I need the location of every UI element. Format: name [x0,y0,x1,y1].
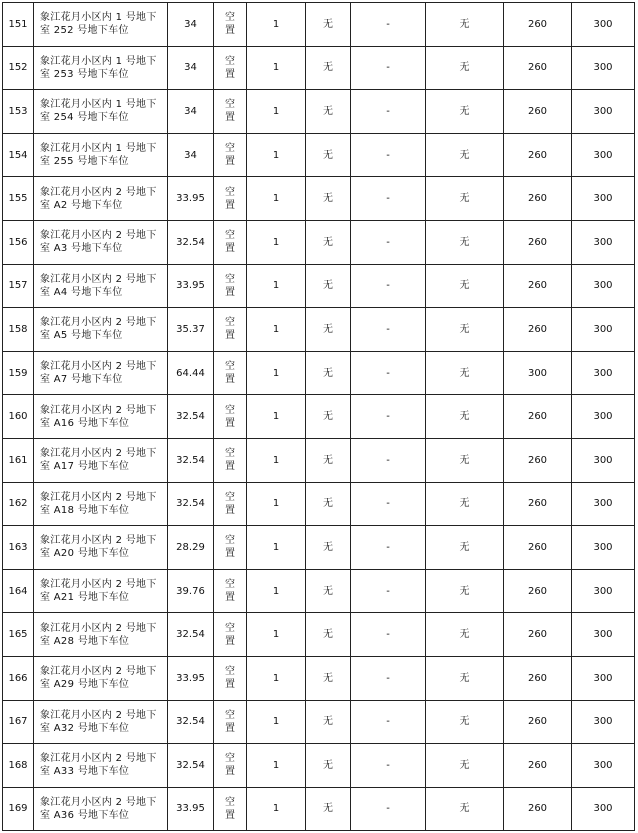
table-row [3,613,635,657]
usage-char-1: 空 [225,404,235,416]
usage-char-2: 置 [225,156,235,168]
value-cell-1: 260 [504,3,572,47]
value-cell-1: 260 [504,177,572,221]
usage-char-2: 置 [225,68,235,80]
location-line-2: 室 A32 号地下车位 [40,722,130,734]
usage-char-1: 空 [225,317,235,329]
usage-cell [214,395,247,439]
encumbrance-cell: 无 [306,395,351,439]
table-row [3,133,635,177]
usage-cell [214,90,247,134]
location-cell [34,656,168,700]
usage-cell [214,569,247,613]
location-line-1: 象江花月小区内 2 号地下 [40,535,157,547]
quantity-cell: 1 [247,308,306,352]
table-row [3,308,635,352]
quantity-cell: 1 [247,351,306,395]
location-line-2: 室 A36 号地下车位 [40,809,130,821]
lease-cell: 无 [426,656,504,700]
usage-char-1: 空 [225,143,235,155]
usage-char-1: 空 [225,448,235,460]
area-cell: 32.54 [168,395,214,439]
usage-cell [214,308,247,352]
table-row [3,482,635,526]
location-cell [34,613,168,657]
usage-char-1: 空 [225,579,235,591]
row-number: 159 [3,351,34,395]
location-line-1: 象江花月小区内 1 号地下 [40,55,157,67]
quantity-cell: 1 [247,438,306,482]
value-cell-2: 300 [572,220,635,264]
quantity-cell: 1 [247,656,306,700]
table-row [3,526,635,570]
dash-cell: - [351,3,426,47]
quantity-cell: 1 [247,700,306,744]
encumbrance-cell: 无 [306,133,351,177]
location-cell [34,700,168,744]
usage-char-2: 置 [225,374,235,386]
location-cell [34,177,168,221]
value-cell-1: 260 [504,744,572,788]
location-line-2: 室 A3 号地下车位 [40,243,123,255]
row-number: 154 [3,133,34,177]
area-cell: 32.54 [168,482,214,526]
value-cell-1: 260 [504,613,572,657]
row-number: 165 [3,613,34,657]
dash-cell: - [351,744,426,788]
usage-char-1: 空 [225,666,235,678]
value-cell-2: 300 [572,613,635,657]
value-cell-2: 300 [572,700,635,744]
value-cell-1: 260 [504,90,572,134]
location-line-1: 象江花月小区内 2 号地下 [40,579,157,591]
dash-cell: - [351,526,426,570]
value-cell-1: 260 [504,308,572,352]
location-line-2: 室 A17 号地下车位 [40,461,130,473]
usage-char-2: 置 [225,330,235,342]
lease-cell: 无 [426,613,504,657]
location-line-1: 象江花月小区内 1 号地下 [40,99,157,111]
value-cell-2: 300 [572,46,635,90]
location-cell [34,395,168,439]
value-cell-2: 300 [572,438,635,482]
quantity-cell: 1 [247,526,306,570]
lease-cell: 无 [426,526,504,570]
usage-char-1: 空 [225,796,235,808]
table-row [3,656,635,700]
usage-char-2: 置 [225,417,235,429]
dash-cell: - [351,46,426,90]
usage-char-2: 置 [225,548,235,560]
location-cell [34,90,168,134]
location-line-1: 象江花月小区内 2 号地下 [40,361,157,373]
row-number: 161 [3,438,34,482]
quantity-cell: 1 [247,482,306,526]
dash-cell: - [351,264,426,308]
location-line-1: 象江花月小区内 1 号地下 [40,12,157,24]
usage-char-2: 置 [225,635,235,647]
area-cell: 33.95 [168,264,214,308]
usage-char-1: 空 [225,535,235,547]
row-number: 162 [3,482,34,526]
location-line-2: 室 252 号地下车位 [40,25,129,37]
value-cell-1: 260 [504,656,572,700]
usage-char-2: 置 [225,199,235,211]
location-cell [34,351,168,395]
lease-cell: 无 [426,3,504,47]
value-cell-2: 300 [572,177,635,221]
usage-char-2: 置 [225,243,235,255]
usage-char-1: 空 [225,12,235,24]
usage-char-2: 置 [225,461,235,473]
location-line-1: 象江花月小区内 2 号地下 [40,186,157,198]
usage-char-1: 空 [225,709,235,721]
usage-char-2: 置 [225,809,235,821]
encumbrance-cell: 无 [306,613,351,657]
lease-cell: 无 [426,787,504,831]
location-cell [34,46,168,90]
location-line-2: 室 A28 号地下车位 [40,635,130,647]
usage-char-2: 置 [225,286,235,298]
usage-char-2: 置 [225,25,235,37]
usage-cell [214,220,247,264]
row-number: 158 [3,308,34,352]
usage-cell [214,46,247,90]
area-cell: 34 [168,3,214,47]
encumbrance-cell: 无 [306,700,351,744]
value-cell-2: 300 [572,526,635,570]
value-cell-1: 260 [504,438,572,482]
usage-cell [214,482,247,526]
lease-cell: 无 [426,220,504,264]
table-row [3,700,635,744]
value-cell-2: 300 [572,90,635,134]
quantity-cell: 1 [247,177,306,221]
usage-char-1: 空 [225,753,235,765]
table-row [3,744,635,788]
location-cell [34,3,168,47]
row-number: 168 [3,744,34,788]
location-cell [34,526,168,570]
location-cell [34,220,168,264]
location-line-1: 象江花月小区内 2 号地下 [40,317,157,329]
location-line-2: 室 254 号地下车位 [40,112,129,124]
parking-space-table [2,2,635,831]
lease-cell: 无 [426,308,504,352]
row-number: 164 [3,569,34,613]
usage-char-1: 空 [225,273,235,285]
usage-cell [214,351,247,395]
lease-cell: 无 [426,177,504,221]
value-cell-2: 300 [572,351,635,395]
row-number: 160 [3,395,34,439]
dash-cell: - [351,787,426,831]
row-number: 153 [3,90,34,134]
location-line-2: 室 A29 号地下车位 [40,679,130,691]
usage-char-1: 空 [225,55,235,67]
row-number: 156 [3,220,34,264]
table-row [3,177,635,221]
usage-char-1: 空 [225,491,235,503]
value-cell-1: 260 [504,46,572,90]
location-line-1: 象江花月小区内 2 号地下 [40,448,157,460]
value-cell-1: 260 [504,395,572,439]
value-cell-2: 300 [572,3,635,47]
table-row [3,90,635,134]
usage-cell [214,526,247,570]
row-number: 152 [3,46,34,90]
usage-cell [214,787,247,831]
value-cell-1: 260 [504,220,572,264]
location-line-1: 象江花月小区内 2 号地下 [40,230,157,242]
lease-cell: 无 [426,264,504,308]
quantity-cell: 1 [247,395,306,439]
usage-char-1: 空 [225,186,235,198]
lease-cell: 无 [426,438,504,482]
row-number: 163 [3,526,34,570]
row-number: 169 [3,787,34,831]
usage-cell [214,133,247,177]
dash-cell: - [351,438,426,482]
usage-char-2: 置 [225,766,235,778]
dash-cell: - [351,133,426,177]
value-cell-1: 260 [504,700,572,744]
usage-char-1: 空 [225,230,235,242]
lease-cell: 无 [426,482,504,526]
encumbrance-cell: 无 [306,526,351,570]
value-cell-2: 300 [572,133,635,177]
dash-cell: - [351,613,426,657]
encumbrance-cell: 无 [306,482,351,526]
lease-cell: 无 [426,395,504,439]
lease-cell: 无 [426,744,504,788]
location-line-1: 象江花月小区内 2 号地下 [40,666,157,678]
quantity-cell: 1 [247,90,306,134]
table-row [3,264,635,308]
usage-cell [214,264,247,308]
quantity-cell: 1 [247,46,306,90]
value-cell-2: 300 [572,264,635,308]
table-body [3,3,635,831]
location-line-2: 室 A18 号地下车位 [40,504,130,516]
location-line-2: 室 A4 号地下车位 [40,286,123,298]
encumbrance-cell: 无 [306,656,351,700]
value-cell-2: 300 [572,787,635,831]
table-row [3,220,635,264]
location-cell [34,438,168,482]
area-cell: 35.37 [168,308,214,352]
dash-cell: - [351,569,426,613]
table-row [3,3,635,47]
value-cell-2: 300 [572,482,635,526]
area-cell: 33.95 [168,787,214,831]
dash-cell: - [351,177,426,221]
usage-char-2: 置 [225,592,235,604]
location-line-1: 象江花月小区内 2 号地下 [40,622,157,634]
usage-char-1: 空 [225,622,235,634]
encumbrance-cell: 无 [306,351,351,395]
value-cell-1: 260 [504,133,572,177]
location-line-2: 室 A5 号地下车位 [40,330,123,342]
encumbrance-cell: 无 [306,90,351,134]
dash-cell: - [351,308,426,352]
usage-char-1: 空 [225,361,235,373]
area-cell: 33.95 [168,656,214,700]
location-cell [34,569,168,613]
location-line-2: 室 A16 号地下车位 [40,417,130,429]
area-cell: 34 [168,133,214,177]
location-line-2: 室 A7 号地下车位 [40,374,123,386]
encumbrance-cell: 无 [306,787,351,831]
value-cell-1: 260 [504,264,572,308]
dash-cell: - [351,395,426,439]
location-line-2: 室 A33 号地下车位 [40,766,130,778]
lease-cell: 无 [426,90,504,134]
location-line-1: 象江花月小区内 2 号地下 [40,404,157,416]
area-cell: 39.76 [168,569,214,613]
usage-char-2: 置 [225,504,235,516]
table-row [3,351,635,395]
location-line-1: 象江花月小区内 2 号地下 [40,273,157,285]
location-cell [34,133,168,177]
usage-cell [214,700,247,744]
location-line-2: 室 255 号地下车位 [40,156,129,168]
location-line-2: 室 253 号地下车位 [40,68,129,80]
area-cell: 64.44 [168,351,214,395]
table-row [3,438,635,482]
location-cell [34,264,168,308]
location-cell [34,482,168,526]
dash-cell: - [351,656,426,700]
row-number: 166 [3,656,34,700]
value-cell-1: 260 [504,569,572,613]
lease-cell: 无 [426,133,504,177]
quantity-cell: 1 [247,3,306,47]
location-line-2: 室 A21 号地下车位 [40,592,130,604]
area-cell: 33.95 [168,177,214,221]
area-cell: 28.29 [168,526,214,570]
quantity-cell: 1 [247,133,306,177]
table-row [3,569,635,613]
usage-char-2: 置 [225,722,235,734]
area-cell: 32.54 [168,613,214,657]
encumbrance-cell: 无 [306,308,351,352]
area-cell: 32.54 [168,220,214,264]
location-line-2: 室 A2 号地下车位 [40,199,123,211]
dash-cell: - [351,700,426,744]
row-number: 155 [3,177,34,221]
encumbrance-cell: 无 [306,744,351,788]
value-cell-1: 260 [504,787,572,831]
quantity-cell: 1 [247,264,306,308]
row-number: 151 [3,3,34,47]
encumbrance-cell: 无 [306,569,351,613]
area-cell: 32.54 [168,438,214,482]
lease-cell: 无 [426,351,504,395]
usage-char-2: 置 [225,112,235,124]
usage-char-1: 空 [225,99,235,111]
encumbrance-cell: 无 [306,46,351,90]
area-cell: 32.54 [168,700,214,744]
dash-cell: - [351,220,426,264]
dash-cell: - [351,351,426,395]
location-line-1: 象江花月小区内 2 号地下 [40,491,157,503]
row-number: 157 [3,264,34,308]
value-cell-2: 300 [572,395,635,439]
area-cell: 34 [168,46,214,90]
value-cell-2: 300 [572,308,635,352]
quantity-cell: 1 [247,220,306,264]
encumbrance-cell: 无 [306,3,351,47]
value-cell-1: 300 [504,351,572,395]
area-cell: 34 [168,90,214,134]
lease-cell: 无 [426,46,504,90]
usage-char-2: 置 [225,679,235,691]
encumbrance-cell: 无 [306,220,351,264]
location-line-1: 象江花月小区内 2 号地下 [40,753,157,765]
encumbrance-cell: 无 [306,438,351,482]
value-cell-2: 300 [572,744,635,788]
quantity-cell: 1 [247,569,306,613]
table-row [3,395,635,439]
value-cell-1: 260 [504,526,572,570]
usage-cell [214,3,247,47]
usage-cell [214,613,247,657]
value-cell-2: 300 [572,569,635,613]
dash-cell: - [351,482,426,526]
quantity-cell: 1 [247,613,306,657]
usage-cell [214,177,247,221]
lease-cell: 无 [426,700,504,744]
location-line-1: 象江花月小区内 2 号地下 [40,709,157,721]
table-row [3,787,635,831]
dash-cell: - [351,90,426,134]
location-cell [34,308,168,352]
location-cell [34,744,168,788]
value-cell-1: 260 [504,482,572,526]
location-line-1: 象江花月小区内 1 号地下 [40,143,157,155]
location-line-2: 室 A20 号地下车位 [40,548,130,560]
lease-cell: 无 [426,569,504,613]
area-cell: 32.54 [168,744,214,788]
table-row [3,46,635,90]
usage-cell [214,438,247,482]
encumbrance-cell: 无 [306,177,351,221]
usage-cell [214,744,247,788]
usage-cell [214,656,247,700]
location-cell [34,787,168,831]
encumbrance-cell: 无 [306,264,351,308]
quantity-cell: 1 [247,744,306,788]
row-number: 167 [3,700,34,744]
quantity-cell: 1 [247,787,306,831]
value-cell-2: 300 [572,656,635,700]
location-line-1: 象江花月小区内 2 号地下 [40,796,157,808]
